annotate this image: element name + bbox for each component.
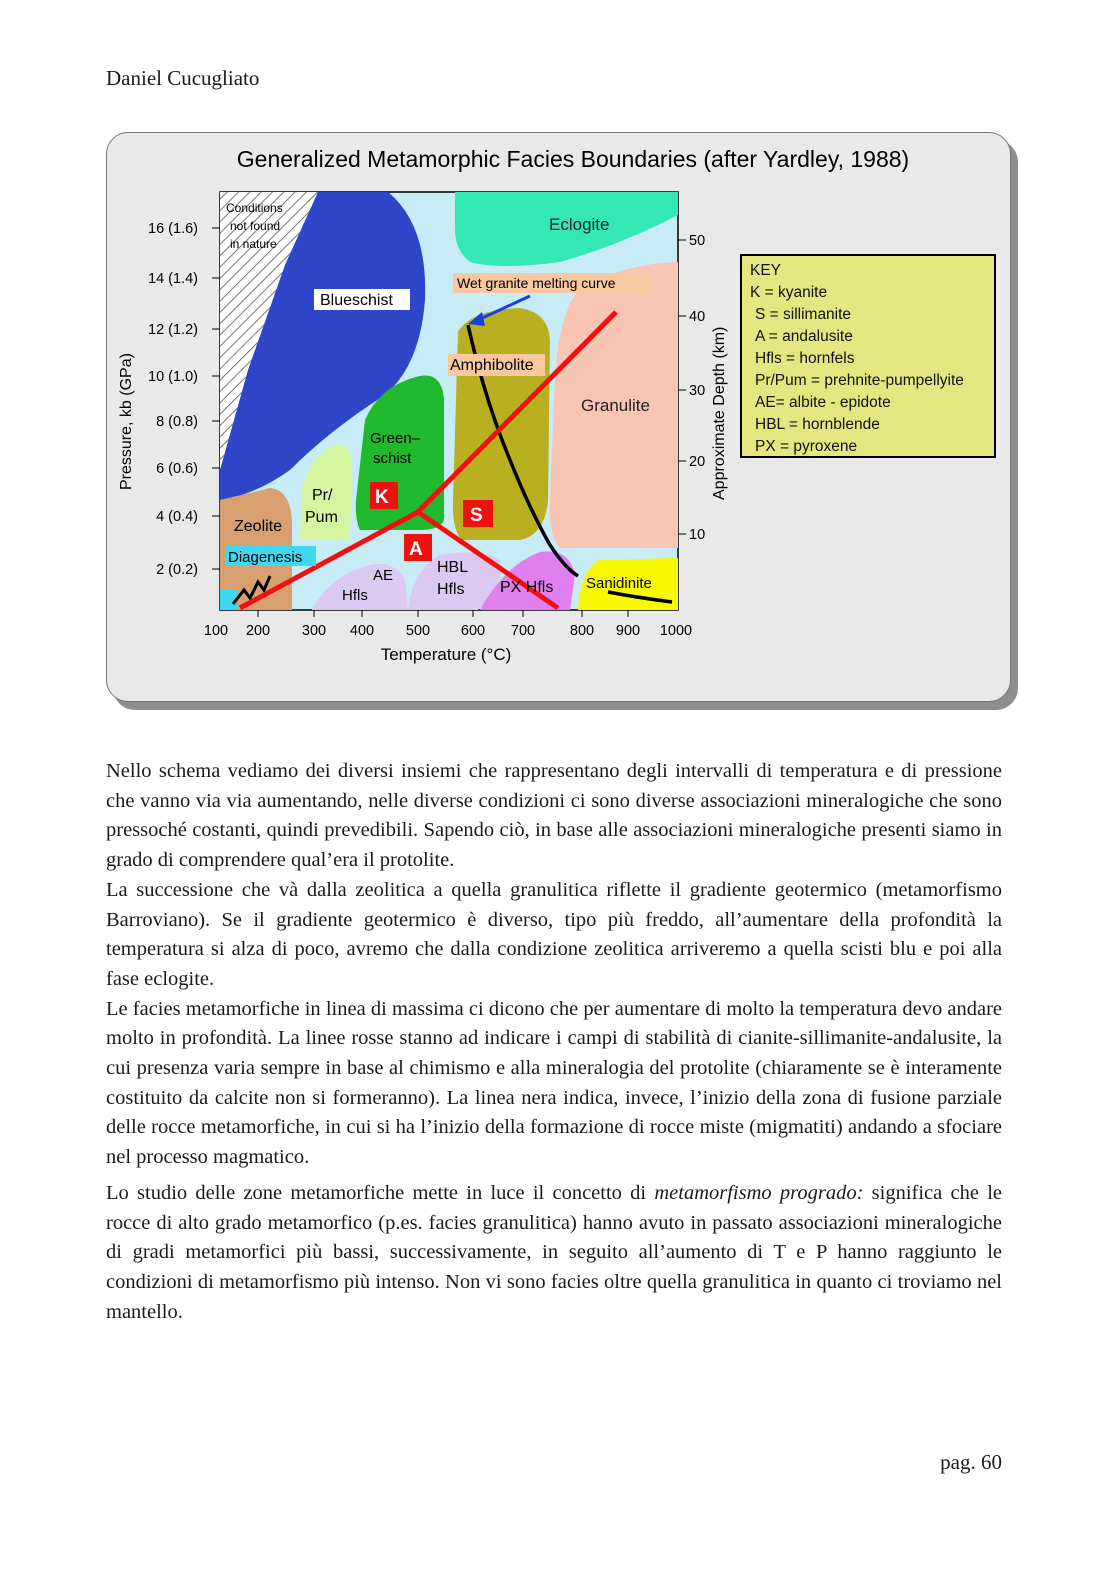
y-axis-label: Pressure, kb (GPa) xyxy=(118,353,135,490)
paragraph: La successione che và dalla zeolitica a quella granulitica riflette il gradiente geotermico (metamorfismo Barroviano). Se il gradiente geotermico è diverso, tipo più freddo, all’aumentare della profondità la temperatura si alza di poco, avremo che dalla condizione zeolitica arriveremo a quella scisti blu e poi alla fase eclogite. xyxy=(106,878,1002,990)
hfls-label: Hfls xyxy=(342,587,368,604)
page-number: pag. 60 xyxy=(940,1450,1002,1474)
key-title: KEY xyxy=(750,262,782,279)
paragraph-text: significa che le rocce di alto grado metamorfico (p.es. facies granulitica) hanno avuto in passato associazioni mineralogiche di gradi metamorfici più bassi, successivamente, in seguito all’aumento di T e P hanno raggiunto le condizioni di metamorfismo più intenso. Non vi sono facies oltre quella granulitica in quanto ci troviamo nel mantello. xyxy=(106,1181,1002,1323)
greenschist-label-2: schist xyxy=(373,450,412,467)
key-entry: A = andalusite xyxy=(755,328,853,345)
figure-title: Generalized Metamorphic Facies Boundaries (after Yardley, 1988) xyxy=(236,146,910,172)
key-entry: Pr/Pum = prehnite-pumpellyite xyxy=(755,372,964,389)
px-hfls-label: PX Hfls xyxy=(500,579,554,596)
depth-tick: 10 xyxy=(689,527,706,543)
y-tick: 6 (0.6) xyxy=(156,461,198,477)
hbl-label-1: HBL xyxy=(437,559,469,576)
sillimanite-marker: S xyxy=(470,505,483,526)
paragraph xyxy=(106,1179,1002,1328)
blueschist-label: Blueschist xyxy=(320,292,393,309)
zeolite-label: Zeolite xyxy=(234,518,283,535)
depth-tick: 30 xyxy=(689,383,706,399)
not-found-label-3: in nature xyxy=(230,237,277,251)
key-entry: S = sillimanite xyxy=(755,306,852,323)
key-entry: K = kyanite xyxy=(750,284,828,301)
x-tick: 500 xyxy=(405,623,431,639)
body-text xyxy=(106,757,1002,1327)
x-tick: 400 xyxy=(349,623,375,639)
paragraph: Nello schema vediamo dei diversi insiemi che rappresentano degli intervalli di temperatura e di pressione che vanno via via aumentando, nelle diverse condizioni ci sono diverse associazioni mineralogiche che sono pressoché costanti, quindi prevedibili. Sapendo ciò, in base alle associazioni mineralogiche presenti siamo in grado di comprendere qual’era il protolite. xyxy=(106,760,1002,872)
y-tick: 8 (0.8) xyxy=(156,414,198,430)
depth-tick: 20 xyxy=(689,454,706,470)
emphasis-term: metamorfismo progrado: xyxy=(654,1181,864,1204)
not-found-label-2: not found xyxy=(230,219,281,233)
amphibolite-label: Amphibolite xyxy=(450,357,534,374)
key-legend xyxy=(740,254,996,458)
x-tick: 200 xyxy=(245,623,271,639)
x-tick: 600 xyxy=(460,623,486,639)
y-tick: 12 (1.2) xyxy=(148,322,198,338)
author-name: Daniel Cucugliato xyxy=(106,66,260,90)
prpum-label-1: Pr/ xyxy=(312,487,333,504)
y-tick: 14 (1.4) xyxy=(148,271,198,287)
x-tick: 100 xyxy=(203,623,229,639)
x-tick: 700 xyxy=(510,623,536,639)
x-tick: 900 xyxy=(615,623,641,639)
greenschist-label-1: Green– xyxy=(370,430,421,447)
y-tick: 2 (0.2) xyxy=(156,562,198,578)
y-tick: 10 (1.0) xyxy=(148,369,198,385)
key-entry: AE= albite - epidote xyxy=(755,394,891,411)
key-entry: PX = pyroxene xyxy=(755,438,858,455)
key-entry: Hfls = hornfels xyxy=(755,350,855,367)
x-tick: 300 xyxy=(301,623,327,639)
paragraph: Le facies metamorfiche in linea di massima ci dicono che per aumentare di molto la temperatura devo andare molto in profondità. La linee rosse stanno ad indicare i campi di stabilità di cianite-sillimanite-andalusite, la cui presenza varia sempre in base al chimismo e alla mineralogia del protolite (chiaramente se è interamente costituito da calcite non si formeranno). La linea nera indica, invece, l’inizio della zona di fusione parziale delle rocce metamorfiche, in cui si ha l’inizio della formazione di rocce miste (migmatiti) andando a sfociare nel processo magmatico. xyxy=(106,997,1002,1169)
y-tick: 4 (0.4) xyxy=(156,509,198,525)
sanidinite-label: Sanidinite xyxy=(586,575,652,592)
y-tick: 16 (1.6) xyxy=(148,221,198,237)
key-entry: HBL = hornblende xyxy=(755,416,880,433)
depth-tick: 40 xyxy=(689,309,706,325)
x-axis-label: Temperature (°C) xyxy=(380,645,512,664)
depth-axis-label: Approximate Depth (km) xyxy=(711,326,728,500)
ae-label: AE xyxy=(373,567,394,584)
not-found-label-1: Conditions xyxy=(226,201,283,215)
hbl-label-2: Hfls xyxy=(437,581,465,598)
x-tick: 800 xyxy=(569,623,595,639)
andalusite-marker: A xyxy=(409,539,423,560)
depth-tick: 50 xyxy=(689,233,706,249)
kyanite-marker: K xyxy=(375,487,389,508)
wet-granite-label: Wet granite melting curve xyxy=(457,275,616,291)
diagenesis-label: Diagenesis xyxy=(228,549,303,566)
eclogite-label: Eclogite xyxy=(549,215,610,234)
prpum-label-2: Pum xyxy=(305,509,338,526)
x-tick: 1000 xyxy=(659,623,693,639)
granulite-label: Granulite xyxy=(581,396,650,415)
paragraph-text: Lo studio delle zone metamorfiche mette in luce il concetto di xyxy=(106,1181,655,1204)
